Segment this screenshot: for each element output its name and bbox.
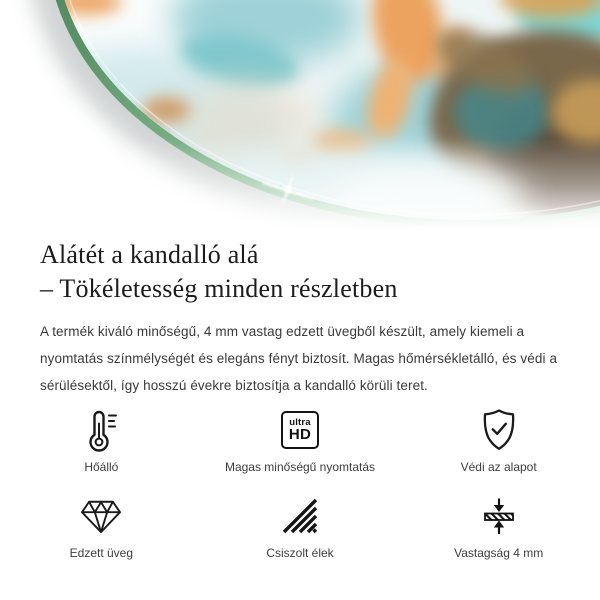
- thickness-icon: [479, 493, 519, 539]
- ultra-hd-badge: [281, 411, 319, 449]
- feature-label: Csiszolt élek: [266, 546, 334, 560]
- feature-grid: [2, 407, 598, 560]
- glass-hearth-pad-illustration: [0, 0, 600, 232]
- page-title: [40, 238, 560, 306]
- bottom-fade: [0, 138, 600, 232]
- shield-check-icon-svg: [479, 408, 519, 452]
- polished-edge-icon: [282, 493, 318, 539]
- ultra-hd-text-bottom: HD: [288, 426, 312, 443]
- feature-label: Edzett üveg: [69, 546, 134, 560]
- feature-label: Védi az alapot: [460, 460, 537, 474]
- shield-check-icon: [479, 407, 519, 453]
- thermometer-icon: [81, 407, 121, 453]
- feature-label: Magas minőségű nyomtatás: [224, 460, 376, 474]
- feature-base-protection: [399, 407, 598, 474]
- thickness-icon-svg: [479, 496, 519, 536]
- feature-label: Hőálló: [84, 460, 119, 474]
- diamond-icon: [80, 493, 122, 539]
- thermometer-icon-svg: [81, 407, 121, 453]
- feature-heat-resistant: [2, 407, 201, 474]
- product-info-section: [0, 238, 600, 560]
- feature-thickness: [399, 493, 598, 560]
- ultra-hd-text-top: ultra: [289, 417, 311, 428]
- feature-polished-edges: [201, 493, 400, 560]
- product-description: A termék kiváló minőségű, 4 mm vastag edzett üvegből készült, amely kiemeli a nyomtatás színmélységét és elegáns fényt biztosít. Magas hőmérsékletálló, és védi a sérülésektől, így hosszú évekre biztosítja a kandalló körüli teret.: [40, 324, 558, 393]
- ultra-hd-icon: [281, 407, 319, 453]
- title-line-1: Alátét a kandalló alá: [40, 240, 259, 269]
- feature-tempered-glass: [2, 493, 201, 560]
- feature-label: Vastagság 4 mm: [454, 546, 544, 560]
- title-line-2: – Tökéletesség minden részletben: [40, 274, 398, 303]
- feature-print-quality: [201, 407, 400, 474]
- polished-edge-icon-svg: [282, 498, 318, 534]
- diamond-icon-svg: [80, 497, 122, 535]
- product-image: [0, 0, 600, 232]
